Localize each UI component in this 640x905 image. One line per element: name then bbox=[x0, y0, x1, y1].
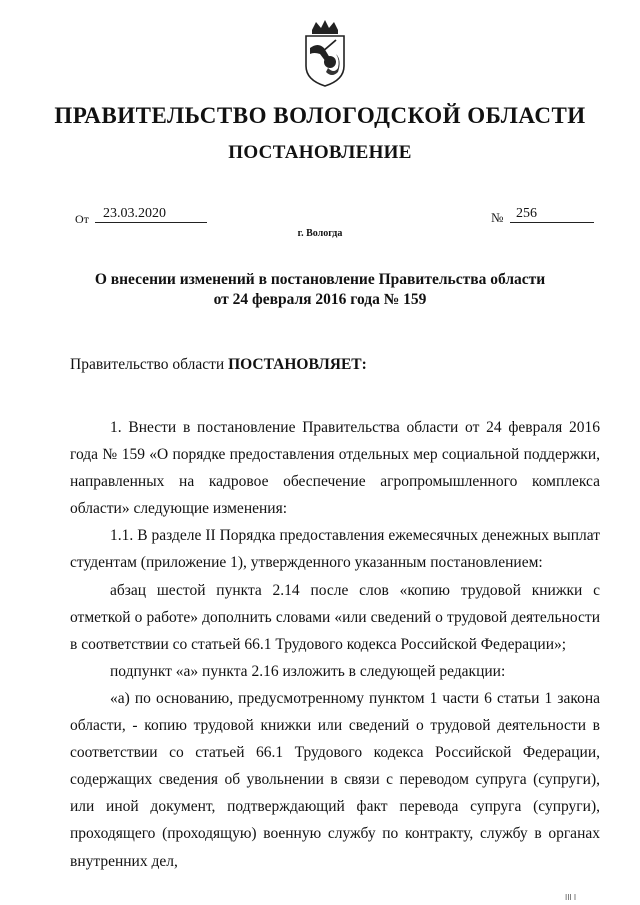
government-title: ПРАВИТЕЛЬСТВО ВОЛОГОДСКОЙ ОБЛАСТИ bbox=[54, 103, 586, 128]
preamble bbox=[70, 356, 367, 374]
document-city: г. Вологда bbox=[297, 228, 343, 239]
preamble-emphasis: ПОСТАНОВЛЯЕТ: bbox=[228, 356, 367, 373]
document-number: 256 bbox=[510, 205, 594, 223]
coat-of-arms-icon bbox=[300, 18, 350, 88]
number-label: № bbox=[491, 210, 504, 225]
subject-line-1: О внесении изменений в постановление Правительства области bbox=[94, 271, 546, 288]
page-footer-mark: III I bbox=[565, 893, 577, 902]
document-type: ПОСТАНОВЛЕНИЕ bbox=[228, 142, 412, 163]
document-body bbox=[70, 414, 600, 875]
preamble-text: Правительство области bbox=[70, 356, 229, 373]
body-paragraph: 1.1. В разделе II Порядка предоставления ежемесячных денежных выплат студентам (приложение 1), утвержденного указанным постановлением: bbox=[70, 527, 600, 572]
body-paragraph: подпункт «а» пункта 2.16 изложить в следующей редакции: bbox=[110, 662, 506, 680]
body-paragraph: абзац шестой пункта 2.14 после слов «копию трудовой книжки с отметкой о работе» дополнить словами «или сведений о трудовой деятельности в соответствии со статьей 66.1 Трудового кодекса Российской Федерации»; bbox=[70, 581, 600, 653]
document-date: 23.03.2020 bbox=[95, 205, 207, 223]
document-subject bbox=[0, 270, 640, 310]
body-paragraph: «а) по основанию, предусмотренному пунктом 1 части 6 статьи 1 закона области, - копию трудовой книжки или сведений о трудовой деятельности в соответствии со статьей 66.1 Трудового кодекса Российской Федерации, содержащих сведения об увольнении в связи с переводом супруга (супруги), или иной документ, подтверждающий факт перевода супруга (супруги), проходящего (проходящую) военную службу по контракту, службу в органах внутренних дел, bbox=[70, 689, 600, 870]
date-label: От bbox=[75, 212, 89, 226]
subject-line-2: от 24 февраля 2016 года № 159 bbox=[213, 291, 427, 308]
body-paragraph: 1. Внести в постановление Правительства области от 24 февраля 2016 года № 159 «О порядке предоставления отдельных мер социальной поддержки, направленных на кадровое обеспечение агропромышленного комплекса области» следующие изменения: bbox=[70, 419, 600, 518]
